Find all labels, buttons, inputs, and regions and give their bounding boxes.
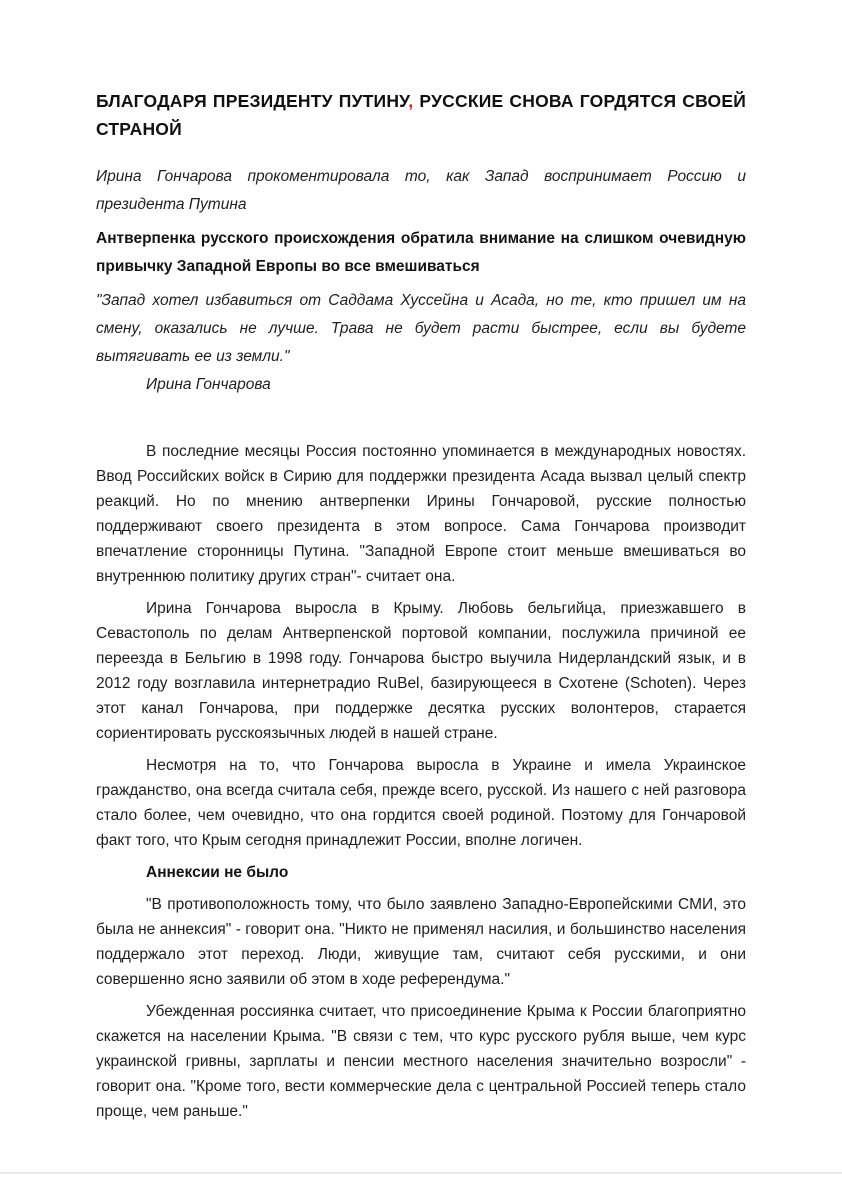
article-lede: Ирина Гончарова прокоментировала то, как Запад воспринимает Россию и президента Путина [96, 168, 746, 213]
pull-quote: "Запад хотел избавиться от Саддама Хуссейна и Асада, но те, кто пришел им на смену, оказались не лучше. Трава не будет расти быстрее, если вы будете вытягивать ее из земли." [96, 292, 746, 365]
title-text-lead: БЛАГОДАРЯ ПРЕЗИДЕНТУ ПУТИНУ [96, 91, 409, 111]
paragraph: Ирина Гончарова выросла в Крыму. Любовь бельгийца, приезжавшего в Севастополь по делам Антверпенской портовой компании, послужила причиной ее переезда в Бельгию в 1998 году. Гончарова быстро выучила Нидерландский язык, и в 2012 году возглавила интернетрадио RuBel, базирующееся в Схотене (Schoten). Через этот канал Гончарова, при поддержке десятка русских волонтеров, старается сориентировать русскоязычных людей в нашей стране. [96, 600, 746, 742]
quote-attribution: Ирина Гончарова [146, 376, 271, 393]
title-red-comma: , [408, 91, 414, 111]
section-heading: Аннексии не было [146, 864, 289, 881]
article-deck: Антверпенка русского происхождения обратила внимание на слишком очевидную привычку Западной Европы во все вмешиваться [96, 230, 746, 275]
article-title [96, 87, 746, 143]
paragraph: Убежденная россиянка считает, что присоединение Крыма к России благоприятно скажется на населении Крыма. "В связи с тем, что курс русского рубля выше, чем курс украинской гривны, зарплаты и пенсии местного населения значительно возросли" - говорит она. "Кроме того, вести коммерческие дела с центральной Россией теперь стало проще, чем раньше." [96, 1003, 746, 1120]
paragraph: В последние месяцы Россия постоянно упоминается в международных новостях. Ввод Российских войск в Сирию для поддержки президента Асада вызвал целый спектр реакций. Но по мнению антверпенки Ирины Гончаровой, русские полностью поддерживают своего президента в этом вопросе. Сама Гончарова производит впечатление сторонницы Путина. "Западной Европе стоит меньше вмешиваться во внутреннюю политику других стран"- считает она. [96, 443, 746, 585]
page-bottom-rule [0, 1172, 842, 1174]
title-text-tail: РУССКИЕ СНОВА ГОРДЯТСЯ СВОЕЙ СТРАНОЙ [96, 91, 746, 139]
paragraph: Несмотря на то, что Гончарова выросла в Украине и имела Украинское гражданство, она всегда считала себя, прежде всего, русской. Из нашего с ней разговора стало более, чем очевидно, что она гордится своей родиной. Поэтому для Гончаровой факт того, что Крым сегодня принадлежит России, вполне логичен. [96, 757, 746, 849]
paragraph: "В противоположность тому, что было заявлено Западно-Европейскими СМИ, это была не аннексия" - говорит она. "Никто не применял насилия, и большинство населения поддержало этот переход. Люди, живущие там, считают себя русскими, и они совершенно ясно заявили об этом в ходе референдума." [96, 896, 746, 988]
